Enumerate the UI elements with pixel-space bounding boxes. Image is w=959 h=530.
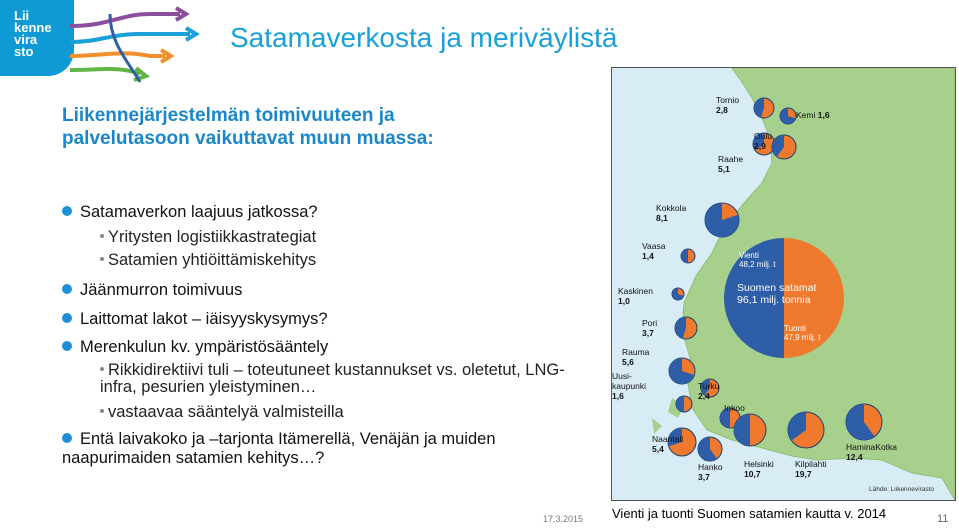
port-pie-vaasa <box>681 249 695 263</box>
sub-bullet-text: Rikkidirektiivi tuli – toteutuneet kustannukset vs. oletetut, LNG-infra, pesurien yleistyminen… <box>100 361 565 396</box>
port-label-kemi <box>796 110 830 120</box>
port-value: 1,6 <box>817 110 830 120</box>
page-number: 11 <box>937 513 949 525</box>
bullet-text: Entä laivakoko ja –tarjonta Itämerellä, Venäjän ja muiden naapurimaiden satamien kehitys…? <box>62 430 496 467</box>
port-name: Rauma <box>622 347 650 357</box>
port-value: 5,6 <box>622 357 634 367</box>
map-source: Lähde: Liikennevirasto <box>869 486 935 493</box>
port-name: Kaskinen <box>618 286 653 296</box>
port-value: 1,0 <box>618 296 630 306</box>
logo-text <box>14 10 52 58</box>
port-value: 12,4 <box>846 452 863 462</box>
port-name: Raahe <box>718 154 744 164</box>
sub-dot-icon <box>100 367 104 371</box>
port-value: 2,8 <box>716 105 728 115</box>
port-pie-kemi <box>780 108 796 124</box>
port-name: Kilpilahti <box>795 459 827 469</box>
port-value: 2,4 <box>698 391 710 401</box>
logo-line: sto <box>14 44 34 59</box>
map-caption: Vienti ja tuonti Suomen satamien kautta v. 2014 <box>612 506 887 521</box>
bullet-text: Satamaverkon laajuus jatkossa? <box>80 203 318 221</box>
port-name: Oulu <box>754 131 772 141</box>
port-name: Naantali <box>652 434 684 444</box>
port-value: 19,7 <box>795 469 812 479</box>
port-pie-uusikaupunki <box>676 396 692 412</box>
bullet-dot-icon <box>62 206 72 216</box>
sub-bullet <box>100 403 344 422</box>
port-label-rauma <box>622 347 649 367</box>
port-pie-helsinki <box>734 414 766 446</box>
sub-bullet <box>100 228 316 247</box>
liikennevirasto-logo <box>0 0 220 88</box>
total-import-value: 47,9 milj. t <box>784 333 821 342</box>
total-value: 96,1 milj. tonnia <box>737 294 811 306</box>
slide-date: 17.3.2015 <box>543 514 584 524</box>
port-name: Kemi <box>796 110 816 120</box>
port-label-vaasa <box>642 241 665 261</box>
subheading: Liikennejärjestelmän toimivuuteen ja palvelutasoon vaikuttavat muun muassa: <box>62 105 434 149</box>
port-pie-kaskinen <box>672 288 684 300</box>
port-label-naantali <box>652 434 683 454</box>
bullet-2 <box>62 281 242 300</box>
port-name: Kokkola <box>656 203 687 213</box>
port-value: 3,7 <box>698 472 710 482</box>
port-label-turku <box>698 381 719 401</box>
total-title <box>737 282 816 306</box>
port-value: 10,7 <box>744 469 761 479</box>
total-export-label <box>739 251 775 269</box>
sub-dot-icon <box>100 257 104 261</box>
sub-dot-icon <box>100 409 104 413</box>
bullet-dot-icon <box>62 433 72 443</box>
bullet-4 <box>62 338 328 357</box>
port-name: Hanko <box>698 462 723 472</box>
port-label-haminakotka <box>846 442 897 462</box>
logo-line: kenne <box>14 20 52 35</box>
sub-dot-icon <box>100 234 104 238</box>
ports-map <box>611 67 956 501</box>
bullet-5 <box>62 430 562 468</box>
port-label-kokkola <box>656 203 686 223</box>
port-name: Tornio <box>716 95 740 105</box>
port-value: 8,1 <box>656 213 668 223</box>
port-pie-raahe <box>772 135 796 159</box>
port-value: 5,1 <box>718 164 730 174</box>
port-value: 5,4 <box>652 444 664 454</box>
port-name: Inkoo <box>724 403 745 413</box>
total-title-text: Suomen satamat <box>737 282 817 294</box>
bullet-text: Merenkulun kv. ympäristösääntely <box>80 338 329 356</box>
bullet-3 <box>62 310 328 329</box>
port-value: 3,7 <box>642 328 654 338</box>
bullet-dot-icon <box>62 284 72 294</box>
logo-line: vira <box>14 32 38 47</box>
port-label-uusikaupunki: Uusi- kaupunki 1,6 <box>612 371 647 401</box>
total-export-text: Vienti <box>739 251 759 260</box>
logo-arrows-icon <box>70 4 220 84</box>
total-import-label <box>784 324 820 342</box>
port-label-kilpilahti <box>795 459 827 479</box>
port-pie-tornio <box>754 98 774 118</box>
port-name: HaminaKotka <box>846 442 898 452</box>
port-label-inkoo <box>724 403 745 413</box>
sub-bullet-text: vastaavaa sääntelyä valmisteilla <box>108 403 344 421</box>
port-pie-rauma <box>669 358 695 384</box>
port-name: Helsinki <box>744 459 774 469</box>
sub-bullet-text: Yritysten logistiikkastrategiat <box>108 228 317 246</box>
port-label-helsinki <box>744 459 774 479</box>
bullet-dot-icon <box>62 341 72 351</box>
bullet-text: Laittomat lakot – iäisyyskysymys? <box>80 310 328 328</box>
sub-bullet-text: Satamien yhtiöittämiskehitys <box>108 251 317 269</box>
bullet-dot-icon <box>62 313 72 323</box>
port-label-raahe <box>718 154 743 174</box>
port-pie-haminakotka <box>846 404 882 440</box>
total-import-text: Tuonti <box>784 324 806 333</box>
port-value: 1,6 <box>612 391 624 401</box>
port-label-pori <box>642 318 657 338</box>
bullet-text: Jäänmurron toimivuus <box>80 281 243 299</box>
port-value: 2,9 <box>754 141 766 151</box>
logo-block <box>0 0 74 76</box>
port-name: Turku <box>698 381 720 391</box>
port-label-kaskinen <box>618 286 653 306</box>
port-label-tornio <box>716 95 739 115</box>
port-pie-kilpilahti <box>788 412 824 448</box>
logo-line: Lii <box>14 8 30 23</box>
port-label-hanko <box>698 462 723 482</box>
port-pie-pori <box>675 317 697 339</box>
bullet-1 <box>62 203 318 222</box>
port-name: Pori <box>642 318 658 328</box>
port-label-oulu <box>754 131 772 151</box>
sub-bullet <box>100 251 316 270</box>
port-value: 1,4 <box>642 251 654 261</box>
page-title: Satamaverkosta ja meriväylistä <box>230 22 618 53</box>
port-pie-kokkola <box>705 203 739 237</box>
sub-bullet <box>100 362 580 396</box>
port-pie-hanko <box>698 437 722 461</box>
port-name: Vaasa <box>642 241 666 251</box>
total-export-value: 48,2 milj. t <box>739 260 776 269</box>
